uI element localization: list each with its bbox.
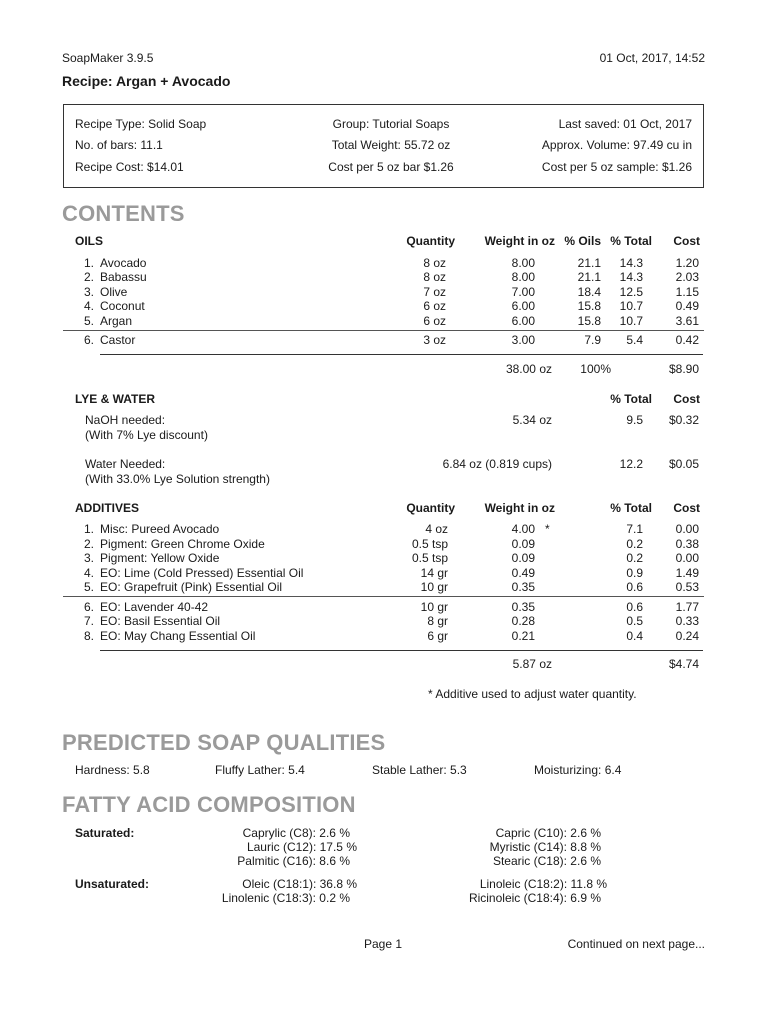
number-of-bars: No. of bars: 11.1	[75, 138, 163, 152]
oil-pct-total: 14.3	[619, 270, 643, 284]
additive-weight: 0.28	[511, 614, 535, 628]
cost-per-sample: Cost per 5 oz sample: $1.26	[541, 160, 692, 174]
ricinoleic-value: Ricinoleic (C18:4): 6.9 %	[468, 891, 601, 905]
additive-quantity: 10 gr	[420, 580, 448, 594]
oil-quantity: 6 oz	[423, 299, 446, 313]
additive-quantity: 8 gr	[427, 614, 448, 628]
additives-col-weight: Weight in oz	[484, 501, 555, 515]
unsaturated-label: Unsaturated:	[75, 877, 150, 891]
oil-name: Castor	[100, 333, 136, 347]
oil-name: Babassu	[100, 270, 147, 284]
water-label: Water Needed:	[85, 457, 166, 471]
qualities-title: PREDICTED SOAP QUALITIES	[62, 730, 386, 755]
additive-cost: 0.53	[675, 580, 699, 594]
additive-pct-total: 0.5	[626, 614, 643, 628]
oil-pct-total: 14.3	[619, 256, 643, 270]
naoh-cost: $0.32	[668, 413, 699, 427]
water-adjust-marker: *	[545, 522, 550, 536]
approx-volume: Approx. Volume: 97.49 cu in	[541, 138, 692, 152]
oils-total-weight: 38.00 oz	[505, 362, 552, 376]
additive-name: EO: Lavender 40-42	[100, 600, 209, 614]
row-number: 7.	[83, 614, 94, 628]
additive-name: Pigment: Yellow Oxide	[100, 551, 220, 565]
app-version: SoapMaker 3.9.5	[62, 51, 154, 65]
caprylic-value: Caprylic (C8): 2.6 %	[242, 826, 350, 840]
oil-pct-oils: 18.4	[577, 285, 601, 299]
row-number: 5.	[83, 580, 94, 594]
palmitic-value: Palmitic (C16): 8.6 %	[237, 854, 350, 868]
water-weight: 6.84 oz (0.819 cups)	[442, 457, 552, 471]
additive-name: EO: Lime (Cold Pressed) Essential Oil	[100, 566, 304, 580]
saturated-label: Saturated:	[75, 826, 135, 840]
oil-name: Argan	[100, 314, 133, 328]
additive-weight: 4.00	[511, 522, 535, 536]
additives-total-divider	[100, 650, 703, 651]
oil-cost: 0.42	[675, 333, 699, 347]
oil-weight: 7.00	[511, 285, 535, 299]
fluffy-lather-value: Fluffy Lather: 5.4	[215, 763, 305, 777]
stable-lather-value: Stable Lather: 5.3	[372, 763, 467, 777]
oil-pct-oils: 15.8	[577, 314, 601, 328]
lye-water-heading: LYE & WATER	[75, 392, 156, 406]
row-number: 2.	[83, 270, 94, 284]
capric-value: Capric (C10): 2.6 %	[495, 826, 601, 840]
additives-total-cost: $4.74	[668, 657, 699, 671]
water-pct: 12.2	[619, 457, 643, 471]
oil-name: Olive	[100, 285, 128, 299]
water-cost: $0.05	[668, 457, 699, 471]
naoh-pct: 9.5	[626, 413, 643, 427]
oil-quantity: 8 oz	[423, 256, 446, 270]
oil-weight: 3.00	[511, 333, 535, 347]
print-datetime: 01 Oct, 2017, 14:52	[599, 51, 705, 65]
oils-col-pct-total: % Total	[610, 234, 652, 248]
oils-col-quantity: Quantity	[406, 234, 455, 248]
recipe-cost: Recipe Cost: $14.01	[75, 160, 184, 174]
additive-footnote: * Additive used to adjust water quantity.	[428, 687, 637, 701]
water-note: (With 33.0% Lye Solution strength)	[85, 472, 270, 486]
additives-col-cost: Cost	[673, 501, 700, 515]
additive-weight: 0.35	[511, 600, 535, 614]
additive-name: EO: May Chang Essential Oil	[100, 629, 256, 643]
additive-cost: 0.24	[675, 629, 699, 643]
recipe-title: Recipe: Argan + Avocado	[62, 73, 231, 89]
oil-pct-oils: 15.8	[577, 299, 601, 313]
oils-col-cost: Cost	[673, 234, 700, 248]
oil-cost: 1.15	[675, 285, 699, 299]
oils-col-weight: Weight in oz	[484, 234, 555, 248]
fatty-acid-title: FATTY ACID COMPOSITION	[62, 792, 356, 817]
oil-pct-oils: 7.9	[584, 333, 601, 347]
additives-col-pct-total: % Total	[610, 501, 652, 515]
row-number: 4.	[83, 299, 94, 313]
additive-quantity: 6 gr	[427, 629, 448, 643]
row-number: 1.	[83, 522, 94, 536]
additive-quantity: 10 gr	[420, 600, 448, 614]
additives-col-quantity: Quantity	[406, 501, 455, 515]
row-number: 1.	[83, 256, 94, 270]
oil-weight: 8.00	[511, 270, 535, 284]
naoh-note: (With 7% Lye discount)	[85, 428, 208, 442]
additives-total-weight: 5.87 oz	[512, 657, 552, 671]
oil-weight: 6.00	[511, 314, 535, 328]
myristic-value: Myristic (C14): 8.8 %	[489, 840, 601, 854]
additive-cost: 1.49	[675, 566, 699, 580]
oil-quantity: 3 oz	[423, 333, 446, 347]
linolenic-value: Linolenic (C18:3): 0.2 %	[221, 891, 350, 905]
additive-pct-total: 7.1	[626, 522, 643, 536]
additive-cost: 0.00	[675, 522, 699, 536]
additive-cost: 0.00	[675, 551, 699, 565]
oil-pct-oils: 21.1	[577, 256, 601, 270]
additive-weight: 0.09	[511, 551, 535, 565]
row-number: 3.	[83, 285, 94, 299]
oil-cost: 2.03	[675, 270, 699, 284]
additives-heading: ADDITIVES	[75, 501, 140, 515]
additive-pct-total: 0.9	[626, 566, 643, 580]
row-number: 2.	[83, 537, 94, 551]
additive-cost: 1.77	[675, 600, 699, 614]
oils-total-pct: 100%	[580, 362, 611, 376]
hardness-value: Hardness: 5.8	[75, 763, 150, 777]
additive-pct-total: 0.4	[626, 629, 643, 643]
row-number: 4.	[83, 566, 94, 580]
additive-name: Misc: Pureed Avocado	[100, 522, 220, 536]
recipe-type: Recipe Type: Solid Soap	[75, 117, 207, 131]
additive-name: EO: Grapefruit (Pink) Essential Oil	[100, 580, 283, 594]
oil-pct-oils: 21.1	[577, 270, 601, 284]
additive-weight: 0.35	[511, 580, 535, 594]
additive-name: Pigment: Green Chrome Oxide	[100, 537, 265, 551]
oil-cost: 0.49	[675, 299, 699, 313]
additive-pct-total: 0.6	[626, 600, 643, 614]
additive-weight: 0.09	[511, 537, 535, 551]
page-number: Page 1	[364, 937, 403, 951]
oils-heading: OILS	[75, 234, 104, 248]
additive-name: EO: Basil Essential Oil	[100, 614, 221, 628]
recipe-info-box	[63, 104, 704, 188]
naoh-label: NaOH needed:	[85, 413, 166, 427]
total-weight: Total Weight: 55.72 oz	[331, 138, 451, 152]
lye-col-pct-total: % Total	[610, 392, 652, 406]
oil-name: Coconut	[100, 299, 145, 313]
lauric-value: Lauric (C12): 17.5 %	[246, 840, 357, 854]
moisturizing-value: Moisturizing: 6.4	[534, 763, 622, 777]
continued-note: Continued on next page...	[567, 937, 705, 951]
additive-weight: 0.49	[511, 566, 535, 580]
oleic-value: Oleic (C18:1): 36.8 %	[242, 877, 357, 891]
additive-quantity: 14 gr	[420, 566, 448, 580]
oil-cost: 1.20	[675, 256, 699, 270]
page-divider	[63, 596, 704, 597]
additive-quantity: 4 oz	[425, 522, 448, 536]
oils-total-divider	[100, 354, 703, 355]
page-divider	[63, 330, 704, 331]
additive-weight: 0.21	[511, 629, 535, 643]
oil-quantity: 6 oz	[423, 314, 446, 328]
oil-pct-total: 10.7	[619, 314, 643, 328]
oil-name: Avocado	[100, 256, 147, 270]
oil-pct-total: 5.4	[626, 333, 643, 347]
oils-total-cost: $8.90	[668, 362, 699, 376]
oil-pct-total: 12.5	[619, 285, 643, 299]
contents-title: CONTENTS	[62, 201, 185, 226]
oils-col-pct-oils: % Oils	[564, 234, 601, 248]
additive-pct-total: 0.2	[626, 537, 643, 551]
additive-pct-total: 0.2	[626, 551, 643, 565]
linoleic-value: Linoleic (C18:2): 11.8 %	[479, 877, 607, 891]
oil-cost: 3.61	[675, 314, 699, 328]
oil-weight: 8.00	[511, 256, 535, 270]
additive-pct-total: 0.6	[626, 580, 643, 594]
additive-cost: 0.38	[675, 537, 699, 551]
oil-quantity: 8 oz	[423, 270, 446, 284]
additive-cost: 0.33	[675, 614, 699, 628]
recipe-group: Group: Tutorial Soaps	[332, 117, 450, 131]
last-saved: Last saved: 01 Oct, 2017	[558, 117, 692, 131]
row-number: 3.	[83, 551, 94, 565]
row-number: 8.	[83, 629, 94, 643]
naoh-weight: 5.34 oz	[512, 413, 552, 427]
additive-quantity: 0.5 tsp	[411, 551, 448, 565]
oil-pct-total: 10.7	[619, 299, 643, 313]
row-number: 6.	[83, 600, 94, 614]
row-number: 5.	[83, 314, 94, 328]
cost-per-bar: Cost per 5 oz bar $1.26	[328, 160, 454, 174]
additive-quantity: 0.5 tsp	[411, 537, 448, 551]
lye-col-cost: Cost	[673, 392, 700, 406]
oil-weight: 6.00	[511, 299, 535, 313]
row-number: 6.	[83, 333, 94, 347]
oil-quantity: 7 oz	[423, 285, 446, 299]
stearic-value: Stearic (C18): 2.6 %	[492, 854, 601, 868]
